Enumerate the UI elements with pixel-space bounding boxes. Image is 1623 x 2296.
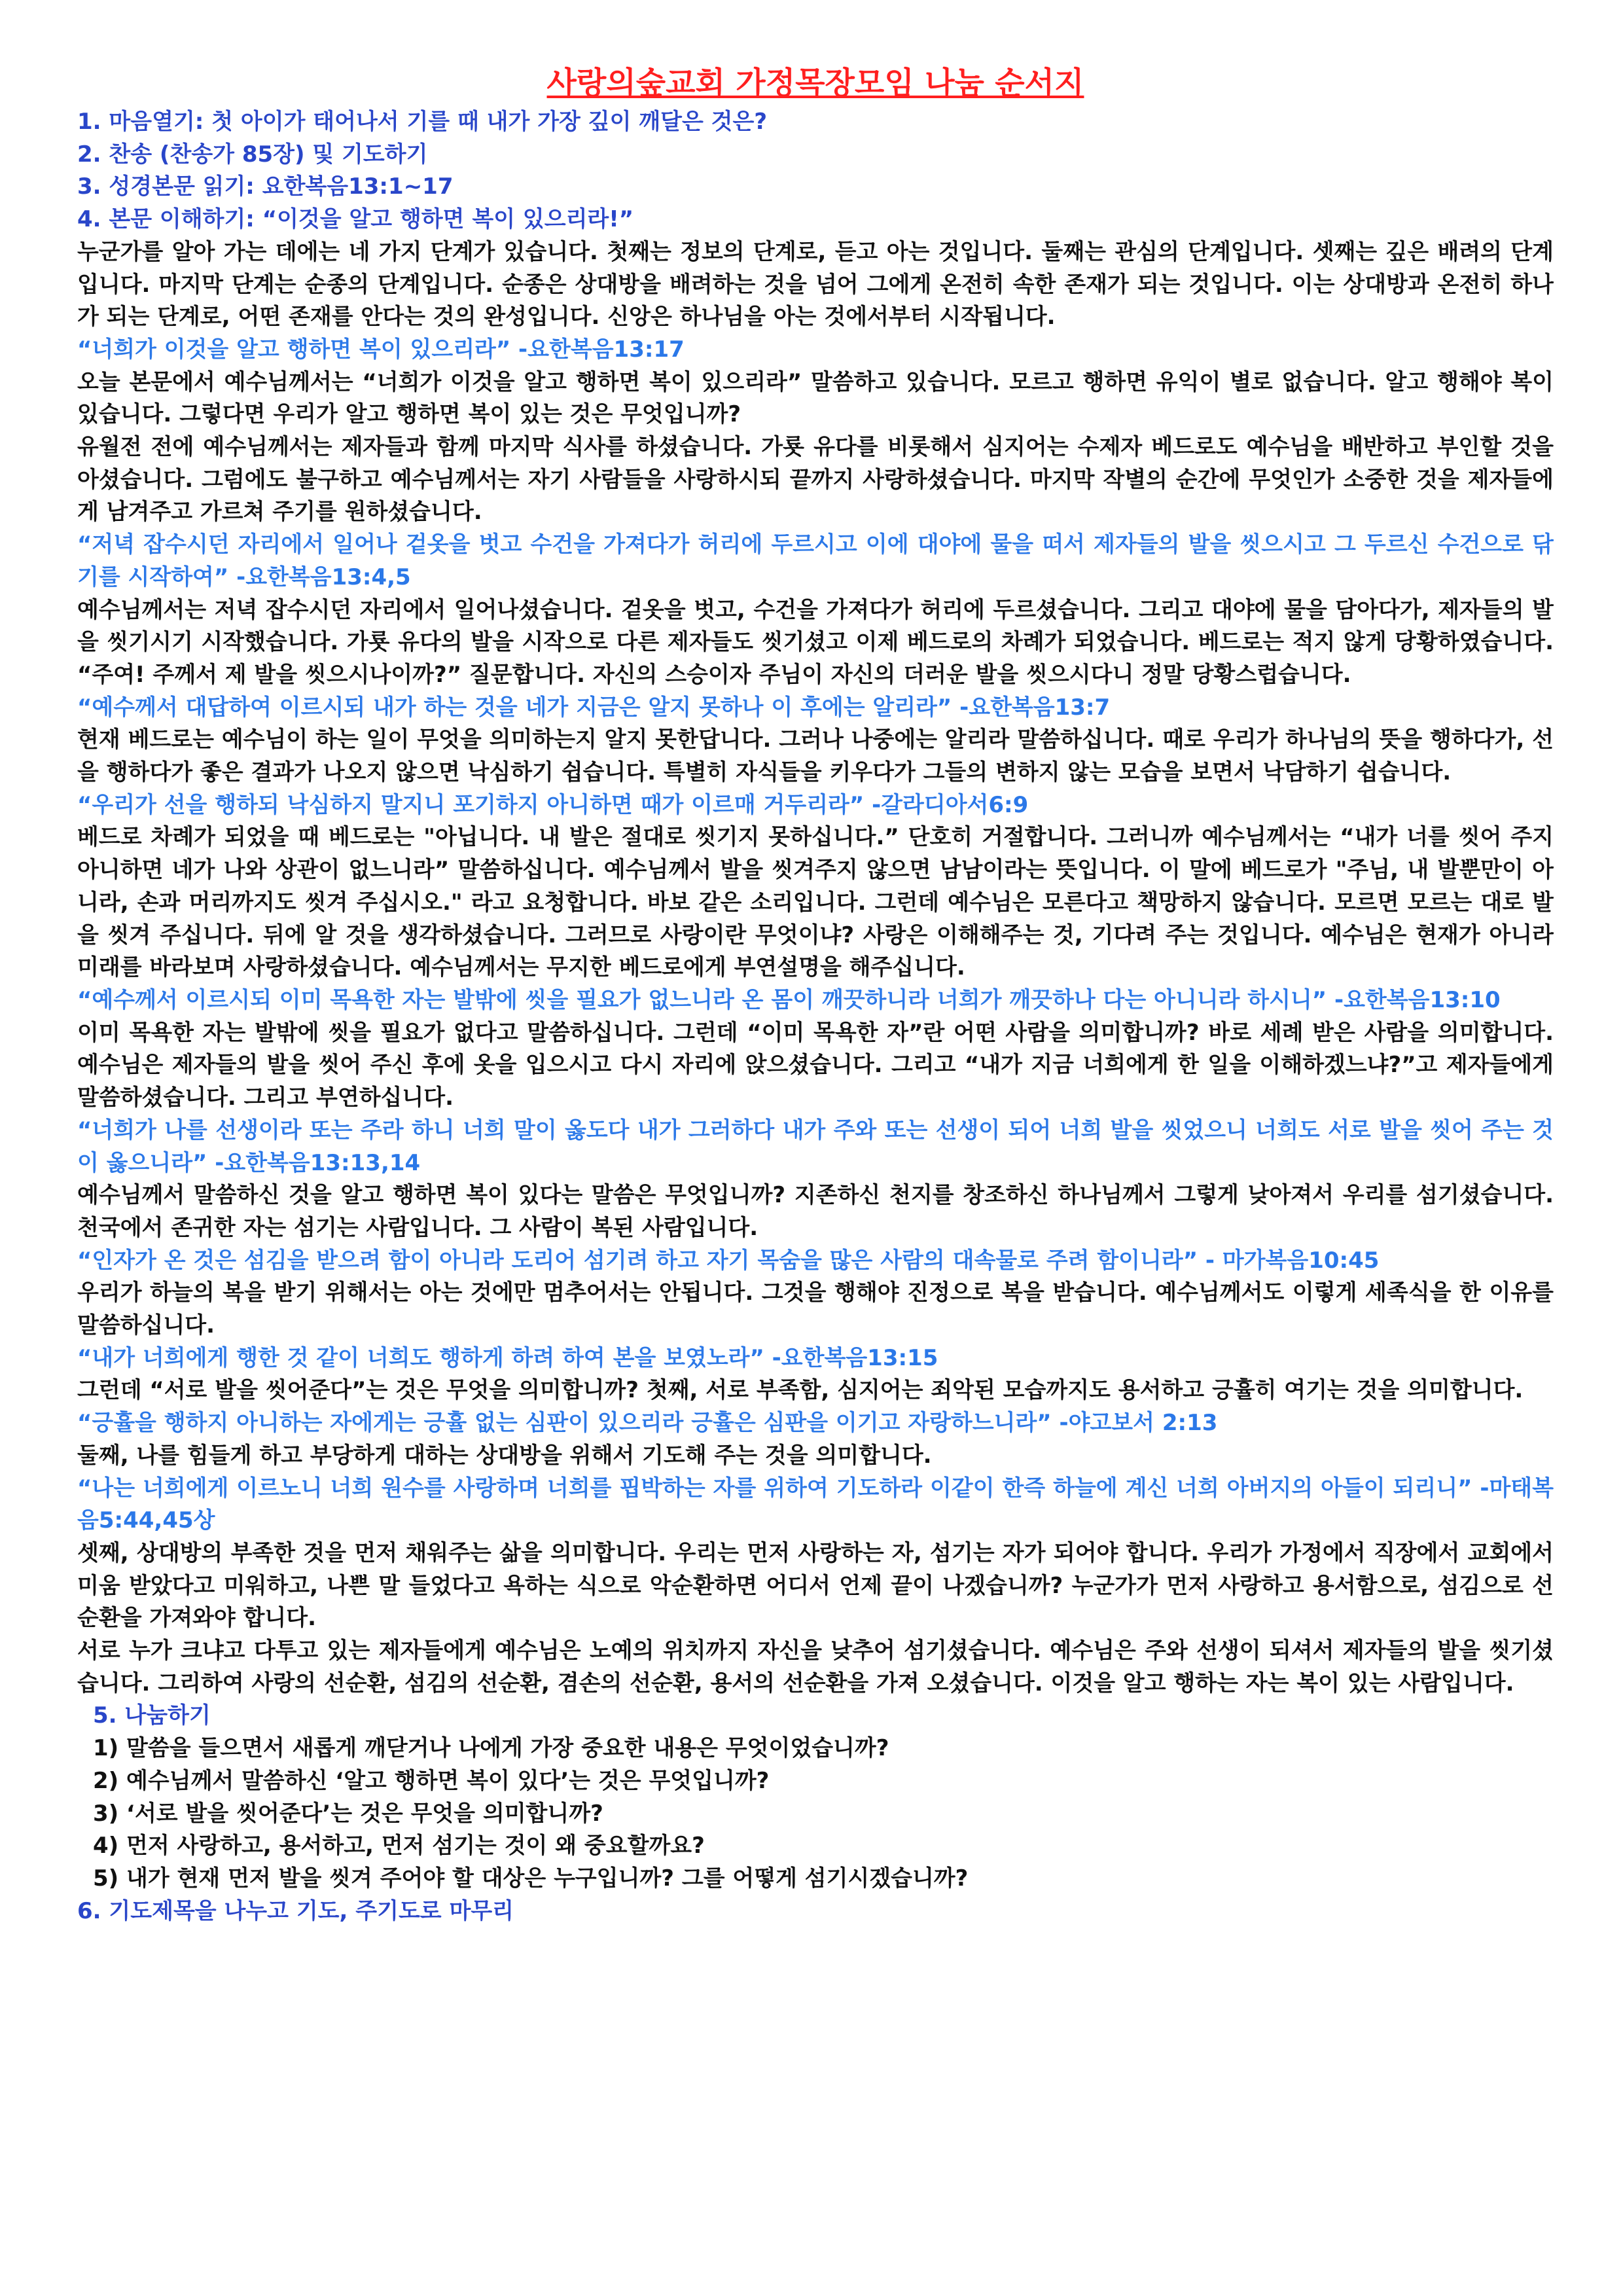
scripture-quote: “예수께서 대답하여 이르시되 내가 하는 것을 네가 지금은 알지 못하나 이 후에는 알리라” -요한복음13:7 <box>77 694 1111 721</box>
body-paragraph: 오늘 본문에서 예수님께서는 “너희가 이것을 알고 행하면 복이 있으리라” 말씀하고 있습니다. 모르고 행하면 유익이 별로 없습니다. 알고 행해야 복이 있습니다. 그렇다면 우리가 알고 행하면 복이 있는 것은 무엇입니까? <box>77 368 1554 428</box>
heading-closing-prayer: 6. 기도제목을 나누고 기도, 주기도로 마무리 <box>77 1897 514 1924</box>
body-paragraph: 베드로 차례가 되었을 때 베드로는 "아닙니다. 내 발은 절대로 씻기지 못하십니다.” 단호히 거절합니다. 그러니까 예수님께서는 “내가 너를 씻어 주지 아니하면 네가 나와 상관이 없느니라” 말씀하십니다. 예수님께서 발을 씻겨주지 않으면 남남이라는 뜻입니다. 이 말에 베드로가 "주님, 내 발뿐만이 아니라, 손과 머리까지도 씻겨 주십시오." 라고 요청합니다. 바보 같은 소리입니다. 그런데 예수님은 모른다고 책망하지 않습니다. 모르면 모르는 대로 발을 씻겨 주십니다. 뒤에 알 것을 생각하셨습니다. 그러므로 사랑이란 무엇이냐? 사랑은 이해해주는 것, 기다려 주는 것입니다. 예수님은 현재가 아니라 미래를 바라보며 사랑하셨습니다. 예수님께서는 무지한 베드로에게 부연설명을 해주십니다. <box>77 824 1554 981</box>
sharing-question: 4) 먼저 사랑하고, 용서하고, 먼저 섬기는 것이 왜 중요할까요? <box>93 1833 705 1859</box>
heading-icebreaker: 1. 마음열기: 첫 아이가 태어나서 기를 때 내가 가장 깊이 깨달은 것은? <box>77 109 768 135</box>
scripture-quote: “긍휼을 행하지 아니하는 자에게는 긍휼 없는 심판이 있으리라 긍휼은 심판을 이기고 자랑하느니라” -야고보서 2:13 <box>77 1410 1218 1437</box>
sermon-body <box>77 236 1554 1700</box>
scripture-quote: “인자가 온 것은 섬김을 받으려 함이 아니라 도리어 섬기려 하고 자기 목숨을 많은 사람의 대속물로 주려 함이니라” - 마가복음10:45 <box>77 1247 1380 1274</box>
scripture-quote: “예수께서 이르시되 이미 목욕한 자는 발밖에 씻을 필요가 없느니라 온 몸이 깨끗하니라 너희가 깨끗하나 다는 아니니라 하시니” -요한복음13:10 <box>77 986 1501 1013</box>
body-paragraph: 그런데 “서로 발을 씻어준다”는 것은 무엇을 의미합니까? 첫째, 서로 부족함, 심지어는 죄악된 모습까지도 용서하고 긍휼히 여기는 것을 의미합니다. <box>77 1377 1524 1404</box>
body-paragraph: 셋째, 상대방의 부족한 것을 먼저 채워주는 삶을 의미합니다. 우리는 먼저 사랑하는 자, 섬기는 자가 되어야 합니다. 우리가 가정에서 직장에서 교회에서 미움 받았다고 미워하고, 나쁜 말 들었다고 욕하는 식으로 악순환하면 어디서 언제 끝이 나겠습니까? 누군가가 먼저 사랑하고 용서함으로, 섬김으로 선순환을 가져와야 합니다. <box>77 1539 1554 1632</box>
scripture-quote: “나는 너희에게 이르노니 너희 원수를 사랑하며 너희를 핍박하는 자를 위하여 기도하라 이같이 한즉 하늘에 계신 너희 아버지의 아들이 되리니” -마태복음5:44,45상 <box>77 1475 1554 1534</box>
body-paragraph: 예수님께서 말씀하신 것을 알고 행하면 복이 있다는 말씀은 무엇입니까? 지존하신 천지를 창조하신 하나님께서 그렇게 낮아져서 우리를 섬기셨습니다. 천국에서 존귀한 자는 섬기는 사람입니다. 그 사람이 복된 사람입니다. <box>77 1182 1554 1241</box>
scripture-quote: “너희가 나를 선생이라 또는 주라 하니 너희 말이 옳도다 내가 그러하다 내가 주와 또는 선생이 되어 너희 발을 씻었으니 너희도 서로 발을 씻어 주는 것이 옳으니라” -요한복음13:13,14 <box>77 1117 1554 1176</box>
sharing-question: 1) 말씀을 들으면서 새롭게 깨닫거나 나에게 가장 중요한 내용은 무엇이었습니까? <box>93 1735 889 1762</box>
heading-sharing: 5. 나눔하기 <box>93 1702 211 1729</box>
scripture-quote: “내가 너희에게 행한 것 같이 너희도 행하게 하려 하여 본을 보였노라” -요한복음13:15 <box>77 1344 938 1371</box>
body-paragraph: 둘째, 나를 힘들게 하고 부당하게 대하는 상대방을 위해서 기도해 주는 것을 의미합니다. <box>77 1442 932 1469</box>
document-page <box>77 63 1554 2275</box>
heading-hymn: 2. 찬송 (찬송가 85장) 및 기도하기 <box>77 141 428 168</box>
page-title: 사랑의숲교회 가정목장모임 나눔 순서지 <box>546 65 1084 101</box>
body-paragraph: 유월전 전에 예수님께서는 제자들과 함께 마지막 식사를 하셨습니다. 가룟 유다를 비롯해서 심지어는 수제자 베드로도 예수님을 배반하고 부인할 것을 아셨습니다. 그럼에도 불구하고 예수님께서는 자기 사람들을 사랑하시되 끝까지 사랑하셨습니다. 마지막 작별의 순간에 무엇인가 소중한 것을 제자들에게 남겨주고 가르쳐 주기를 원하셨습니다. <box>77 434 1554 526</box>
scripture-quote: “우리가 선을 행하되 낙심하지 말지니 포기하지 아니하면 때가 이르매 거두리라” -갈라디아서6:9 <box>77 791 1029 818</box>
body-paragraph: 우리가 하늘의 복을 받기 위해서는 아는 것에만 멈추어서는 안됩니다. 그것을 행해야 진정으로 복을 받습니다. 예수님께서도 이렇게 세족식을 한 이유를 말씀하십니다. <box>77 1280 1554 1339</box>
sharing-question: 5) 내가 현재 먼저 발을 씻겨 주어야 할 대상은 누구입니까? 그를 어떻게 섬기시겠습니까? <box>93 1865 969 1892</box>
heading-understanding: 4. 본문 이해하기: “이것을 알고 행하면 복이 있으리라!” <box>77 206 634 233</box>
scripture-quote: “너희가 이것을 알고 행하면 복이 있으리라” -요한복음13:17 <box>77 336 685 363</box>
body-paragraph: 예수님께서는 저녁 잡수시던 자리에서 일어나셨습니다. 겉옷을 벗고, 수건을 가져다가 허리에 두르셨습니다. 그리고 대야에 물을 담아다가, 제자들의 발을 씻기시기 시작했습니다. 가룟 유다의 발을 시작으로 다른 제자들도 씻기셨고 이제 베드로의 차례가 되었습니다. 베드로는 적지 않게 당황하였습니다. “주여! 주께서 제 발을 씻으시나이까?” 질문합니다. 자신의 스승이자 주님이 자신의 더러운 발을 씻으시다니 정말 당황스럽습니다. <box>77 596 1554 688</box>
body-paragraph: 누군가를 알아 가는 데에는 네 가지 단계가 있습니다. 첫째는 정보의 단계로, 듣고 아는 것입니다. 둘째는 관심의 단계입니다. 셋째는 깊은 배려의 단계입니다. 마지막 단계는 순종의 단계입니다. 순종은 상대방을 배려하는 것을 넘어 그에게 온전히 속한 존재가 되는 것입니다. 이는 상대방과 온전히 하나가 되는 단계로, 어떤 존재를 안다는 것의 완성입니다. 신앙은 하나님을 아는 것에서부터 시작됩니다. <box>77 238 1554 331</box>
scripture-quote: “저녁 잡수시던 자리에서 일어나 겉옷을 벗고 수건을 가져다가 허리에 두르시고 이에 대야에 물을 떠서 제자들의 발을 씻으시고 그 두르신 수건으로 닦기를 시작하여” -요한복음13:4,5 <box>77 531 1554 590</box>
body-paragraph: 현재 베드로는 예수님이 하는 일이 무엇을 의미하는지 알지 못한답니다. 그러나 나중에는 알리라 말씀하십니다. 때로 우리가 하나님의 뜻을 행하다가, 선을 행하다가 좋은 결과가 나오지 않으면 낙심하기 쉽습니다. 특별히 자식들을 키우다가 그들의 변하지 않는 모습을 보면서 낙담하기 쉽습니다. <box>77 726 1554 786</box>
body-paragraph: 서로 누가 크냐고 다투고 있는 제자들에게 예수님은 노예의 위치까지 자신을 낮추어 섬기셨습니다. 예수님은 주와 선생이 되셔서 제자들의 발을 씻기셨습니다. 그리하여 사랑의 선순환, 섬김의 선순환, 겸손의 선순환, 용서의 선순환을 가져 오셨습니다. 이것을 알고 행하는 자는 복이 있는 사람입니다. <box>77 1638 1554 1696</box>
sharing-question: 2) 예수님께서 말씀하신 ‘알고 행하면 복이 있다’는 것은 무엇입니까? <box>93 1767 770 1794</box>
body-paragraph: 이미 목욕한 자는 발밖에 씻을 필요가 없다고 말씀하십니다. 그런데 “이미 목욕한 자”란 어떤 사람을 의미합니까? 바로 세례 받은 사람을 의미합니다. 예수님은 제자들의 발을 씻어 주신 후에 옷을 입으시고 다시 자리에 앉으셨습니다. 그리고 “내가 지금 너희에게 한 일을 이해하겠느냐?”고 제자들에게 말씀하셨습니다. 그리고 부연하십니다. <box>77 1019 1554 1111</box>
heading-scripture: 3. 성경본문 읽기: 요한복음13:1~17 <box>77 173 454 200</box>
sharing-question: 3) ‘서로 발을 씻어준다’는 것은 무엇을 의미합니까? <box>93 1800 603 1827</box>
